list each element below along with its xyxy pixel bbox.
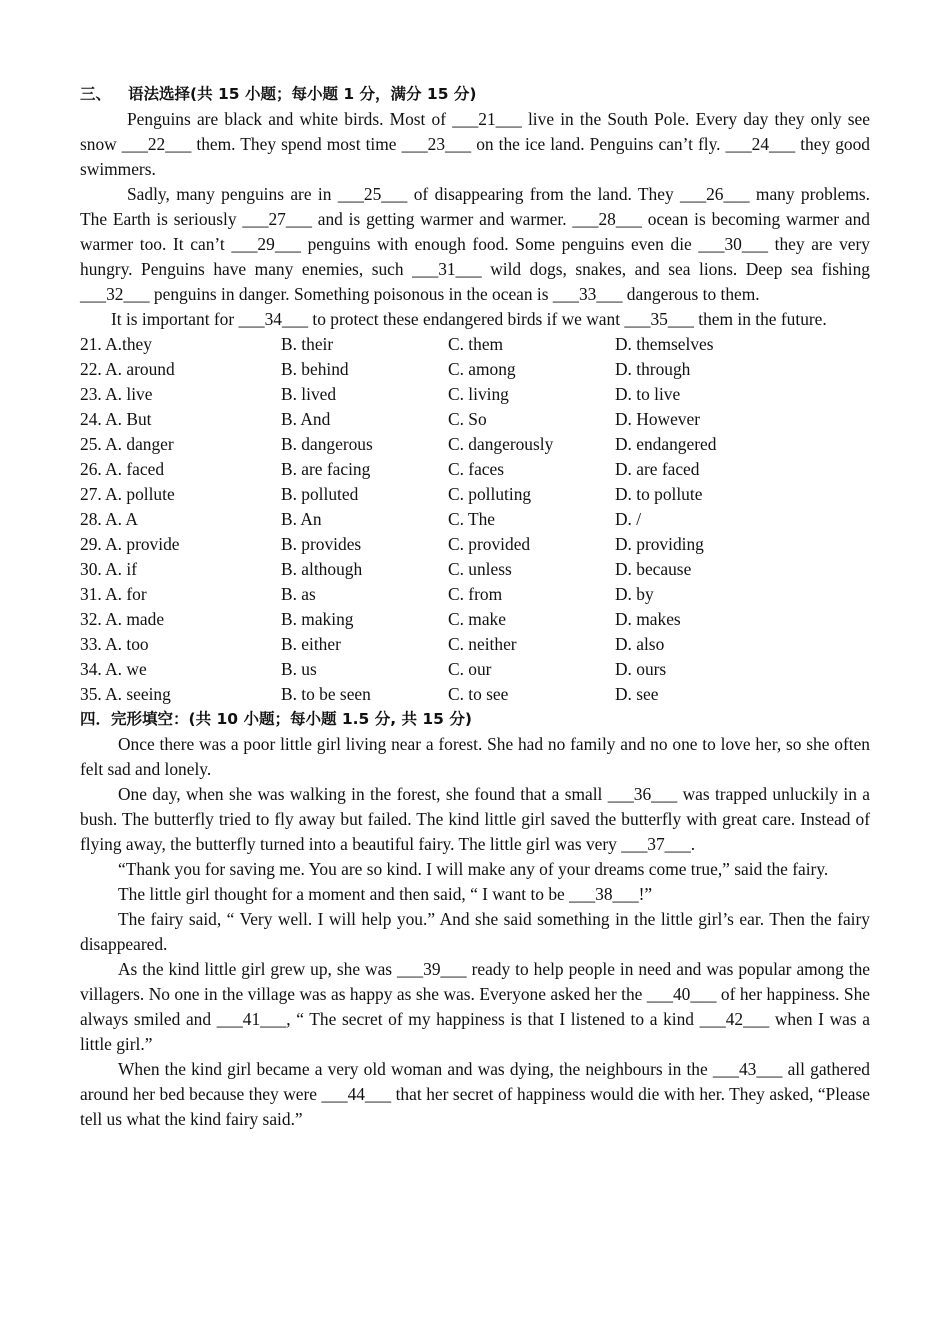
option-31-b: B. as — [281, 584, 316, 604]
option-row-34 — [80, 657, 870, 682]
option-row-33 — [80, 632, 870, 657]
option-25-c: C. dangerously — [448, 434, 554, 454]
section3-number: 三、 — [80, 85, 112, 103]
section4-paragraph-3: “Thank you for saving me. You are so kind. I will make any of your dreams come true,” said the fairy. — [118, 859, 829, 879]
option-21-c: C. them — [448, 334, 504, 354]
option-24-a: 24. A. But — [80, 409, 152, 429]
option-26-c: C. faces — [448, 459, 505, 479]
option-33-c: C. neither — [448, 634, 517, 654]
option-31-d: D. by — [615, 584, 654, 604]
option-25-a: 25. A. danger — [80, 434, 174, 454]
option-27-a: 27. A. pollute — [80, 484, 175, 504]
option-22-a: 22. A. around — [80, 359, 175, 379]
option-33-d: D. also — [615, 634, 665, 654]
option-row-35 — [80, 682, 870, 707]
option-row-25 — [80, 432, 870, 457]
option-row-28 — [80, 507, 870, 532]
option-34-d: D. ours — [615, 659, 667, 679]
section3-options — [80, 332, 870, 707]
section4-paragraph-5: The fairy said, “ Very well. I will help you.” And she said something in the little girl’s ear. Then the fairy disappeared. — [80, 909, 870, 954]
option-35-b: B. to be seen — [281, 684, 371, 704]
option-27-c: C. polluting — [448, 484, 532, 504]
section3-paragraph-1: Penguins are black and white birds. Most of ___21___ live in the South Pole. Every day they only see snow ___22___ them. They spend most time ___23___ on the ice land. Penguins can’t fly. ___24___ they good swimmers. — [80, 109, 870, 179]
option-24-b: B. And — [281, 409, 331, 429]
option-23-b: B. lived — [281, 384, 337, 404]
option-29-c: C. provided — [448, 534, 531, 554]
section3-paragraph-2: Sadly, many penguins are in ___25___ of disappearing from the land. They ___26___ many problems. The Earth is seriously ___27___ and is getting warmer and warmer. ___28___ ocean is becoming warmer and warmer too. It can’t ___29___ penguins with enough food. Some penguins even die ___30___ they are very hungry. Penguins have many enemies, such ___31___ wild dogs, snakes, and sea lions. Deep sea fishing ___32___ penguins in danger. Something poisonous in the ocean is ___33___ dangerous to them. — [80, 184, 870, 304]
section4-heading — [80, 707, 870, 732]
option-row-26 — [80, 457, 870, 482]
option-35-a: 35. A. seeing — [80, 684, 171, 704]
option-row-31 — [80, 582, 870, 607]
option-row-21 — [80, 332, 870, 357]
option-31-c: C. from — [448, 584, 503, 604]
option-31-a: 31. A. for — [80, 584, 147, 604]
option-32-b: B. making — [281, 609, 354, 629]
option-row-29 — [80, 532, 870, 557]
option-33-b: B. either — [281, 634, 341, 654]
option-26-b: B. are facing — [281, 459, 371, 479]
option-33-a: 33. A. too — [80, 634, 149, 654]
option-26-a: 26. A. faced — [80, 459, 165, 479]
option-30-c: C. unless — [448, 559, 512, 579]
section3-paragraph-3: It is important for ___34___ to protect these endangered birds if we want ___35___ them in the future. — [111, 309, 827, 329]
option-25-d: D. endangered — [615, 434, 717, 454]
option-30-b: B. although — [281, 559, 363, 579]
option-row-32 — [80, 607, 870, 632]
option-25-b: B. dangerous — [281, 434, 373, 454]
option-27-d: D. to pollute — [615, 484, 703, 504]
option-34-b: B. us — [281, 659, 317, 679]
option-35-c: C. to see — [448, 684, 509, 704]
option-23-a: 23. A. live — [80, 384, 153, 404]
option-22-d: D. through — [615, 359, 691, 379]
option-34-c: C. our — [448, 659, 492, 679]
option-24-c: C. So — [448, 409, 487, 429]
option-21-a: 21. A.they — [80, 334, 152, 354]
section4-paragraph-4: The little girl thought for a moment and then said, “ I want to be ___38___!” — [118, 884, 653, 904]
option-30-a: 30. A. if — [80, 559, 138, 579]
option-26-d: D. are faced — [615, 459, 700, 479]
option-29-a: 29. A. provide — [80, 534, 180, 554]
section3-title: 语法选择(共 15 小题；每小题 1 分，满分 15 分) — [128, 85, 477, 103]
option-29-b: B. provides — [281, 534, 362, 554]
option-34-a: 34. A. we — [80, 659, 147, 679]
exam-page — [80, 82, 870, 1132]
section4-paragraph-7: When the kind girl became a very old woman and was dying, the neighbours in the ___43___ all gathered around her bed because they were ___44___ that her secret of happiness would die with her. They asked, “Please tell us what the kind fairy said.” — [80, 1059, 870, 1129]
option-28-b: B. An — [281, 509, 322, 529]
section3-heading — [80, 82, 870, 107]
option-35-d: D. see — [615, 684, 659, 704]
option-23-d: D. to live — [615, 384, 681, 404]
option-22-c: C. among — [448, 359, 516, 379]
section4-paragraph-6: As the kind little girl grew up, she was ___39___ ready to help people in need and was popular among the villagers. No one in the village was as happy as she was. Everyone asked her the ___40___ of her happiness. She always smiled and ___41___, “ The secret of my happiness is that I listened to a kind ___42___ when I was a little girl.” — [80, 959, 870, 1054]
option-32-a: 32. A. made — [80, 609, 165, 629]
option-30-d: D. because — [615, 559, 692, 579]
option-row-22 — [80, 357, 870, 382]
option-29-d: D. providing — [615, 534, 704, 554]
option-27-b: B. polluted — [281, 484, 359, 504]
option-21-d: D. themselves — [615, 334, 714, 354]
option-32-c: C. make — [448, 609, 506, 629]
option-28-d: D. / — [615, 509, 642, 529]
option-22-b: B. behind — [281, 359, 349, 379]
option-24-d: D. However — [615, 409, 700, 429]
option-row-30 — [80, 557, 870, 582]
option-row-27 — [80, 482, 870, 507]
option-21-b: B. their — [281, 334, 334, 354]
option-28-a: 28. A. A — [80, 509, 138, 529]
option-row-23 — [80, 382, 870, 407]
option-23-c: C. living — [448, 384, 509, 404]
option-28-c: C. The — [448, 509, 496, 529]
section4-paragraph-1: Once there was a poor little girl living near a forest. She had no family and no one to love her, so she often felt sad and lonely. — [80, 734, 870, 779]
section4-title: 四．完形填空：(共 10 小题；每小题 1.5 分, 共 15 分) — [80, 710, 472, 728]
section4-paragraph-2: One day, when she was walking in the forest, she found that a small ___36___ was trapped unluckily in a bush. The butterfly tried to fly away but failed. The kind little girl saved the butterfly with great care. Instead of flying away, the butterfly turned into a beautiful fairy. The little girl was very ___37___. — [80, 784, 870, 854]
option-row-24 — [80, 407, 870, 432]
option-32-d: D. makes — [615, 609, 681, 629]
